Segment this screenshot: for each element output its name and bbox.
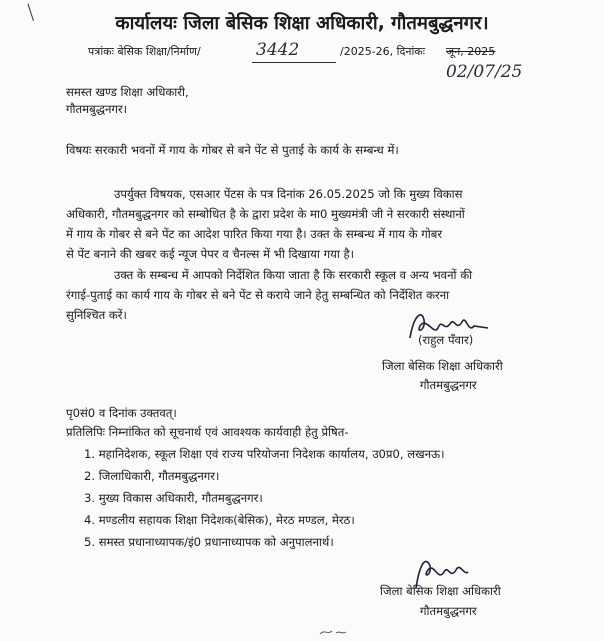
signatory-name: (राहुल पँवार)	[418, 333, 474, 347]
reference-underline	[252, 62, 336, 63]
copy-intro: प्रतिलिपिः निम्नांकित को सूचनार्थ एवं आवश्यक कार्यवाही हेतु प्रेषित-	[66, 425, 349, 439]
addressee-line-2: गौतमबुद्धनगर।	[66, 102, 128, 116]
signatory2-place: गौतमबुद्धनगर	[420, 604, 477, 618]
para1-line-3: में गाय के गोबर से बने पेंट का आदेश पारित किया गया है। उक्त के सम्बन्ध में गाय के गोबर	[66, 227, 443, 241]
reference-year: /2025-26, दिनांकः	[340, 45, 425, 58]
copy-item-1: 1. महानिदेशक, स्कूल शिक्षा एवं राज्य परियोजना निदेशक कार्यालय, उ0प्र0, लखनऊ।	[84, 447, 445, 461]
para1-line-4: से पेंट बनाने की खबर कई न्यूज पेपर व चैनल्स में भी दिखाया गया है।	[66, 247, 355, 261]
para1-line-2: अधिकारी, गौतमबुद्धनगर को सम्बोधित है के द्वारा प्रदेश के मा0 मुख्यमंत्री जी ने सरकारी संस्थानों	[66, 207, 465, 221]
copy-item-4: 4. मण्डलीय सहायक शिक्षा निदेशक(बेसिक), मेरठ मण्डल, मेरठ।	[84, 513, 355, 527]
para1-line-1: उपर्युक्त विषयक, एसआर पेंटस के पत्र दिनांक 26.05.2025 जो कि मुख्य विकास	[114, 187, 463, 201]
struck-date: जून, 2025	[446, 45, 496, 58]
signatory-place: गौतमबुद्धनगर	[420, 378, 477, 392]
office-title: कार्यालयः जिला बेसिक शिक्षा अधिकारी, गौतमबुद्धनगर।	[115, 13, 489, 34]
signatory2-designation: जिला बेसिक शिक्षा अधिकारी	[380, 584, 501, 598]
copy-item-3: 3. मुख्य विकास अधिकारी, गौतमबुद्धनगर।	[84, 491, 263, 505]
copy-item-2: 2. जिलाधिकारी, गौतमबुद्धनगर।	[84, 469, 220, 483]
signatory-designation: जिला बेसिक शिक्षा अधिकारी	[382, 359, 503, 373]
para2-line-1: उक्त के सम्बन्ध में आपको निर्देशित किया जाता है कि सरकारी स्कूल व अन्य भवनों की	[114, 268, 473, 282]
bottom-scan-mark	[318, 622, 348, 632]
copy-reference-line: पृ0सं0 व दिनांक उक्तवत्।	[66, 406, 177, 420]
subject-line: विषयः सरकारी भवनों में गाय के गोबर से बने पेंट से पुताई के कार्य के सम्बन्ध में।	[66, 143, 399, 157]
reference-number: 3442	[256, 40, 300, 60]
para2-line-2: रंगाई-पुताई का कार्य गाय के गोबर से बने पेंट से कराये जाने हेतु सम्बन्धित को निर्देशित करना	[66, 288, 450, 302]
copy-item-5: 5. समस्त प्रधानाध्यापक/इं0 प्रधानाध्यापक को अनुपालनार्थ।	[84, 535, 334, 549]
para2-line-3: सुनिश्चित करें।	[66, 308, 127, 322]
reference-label: पत्रांकः बेसिक शिक्षा/निर्माण/	[88, 45, 201, 58]
addressee-line-1: समस्त खण्ड शिक्षा अधिकारी,	[66, 85, 189, 99]
handwritten-date: 02/07/25	[446, 62, 523, 82]
